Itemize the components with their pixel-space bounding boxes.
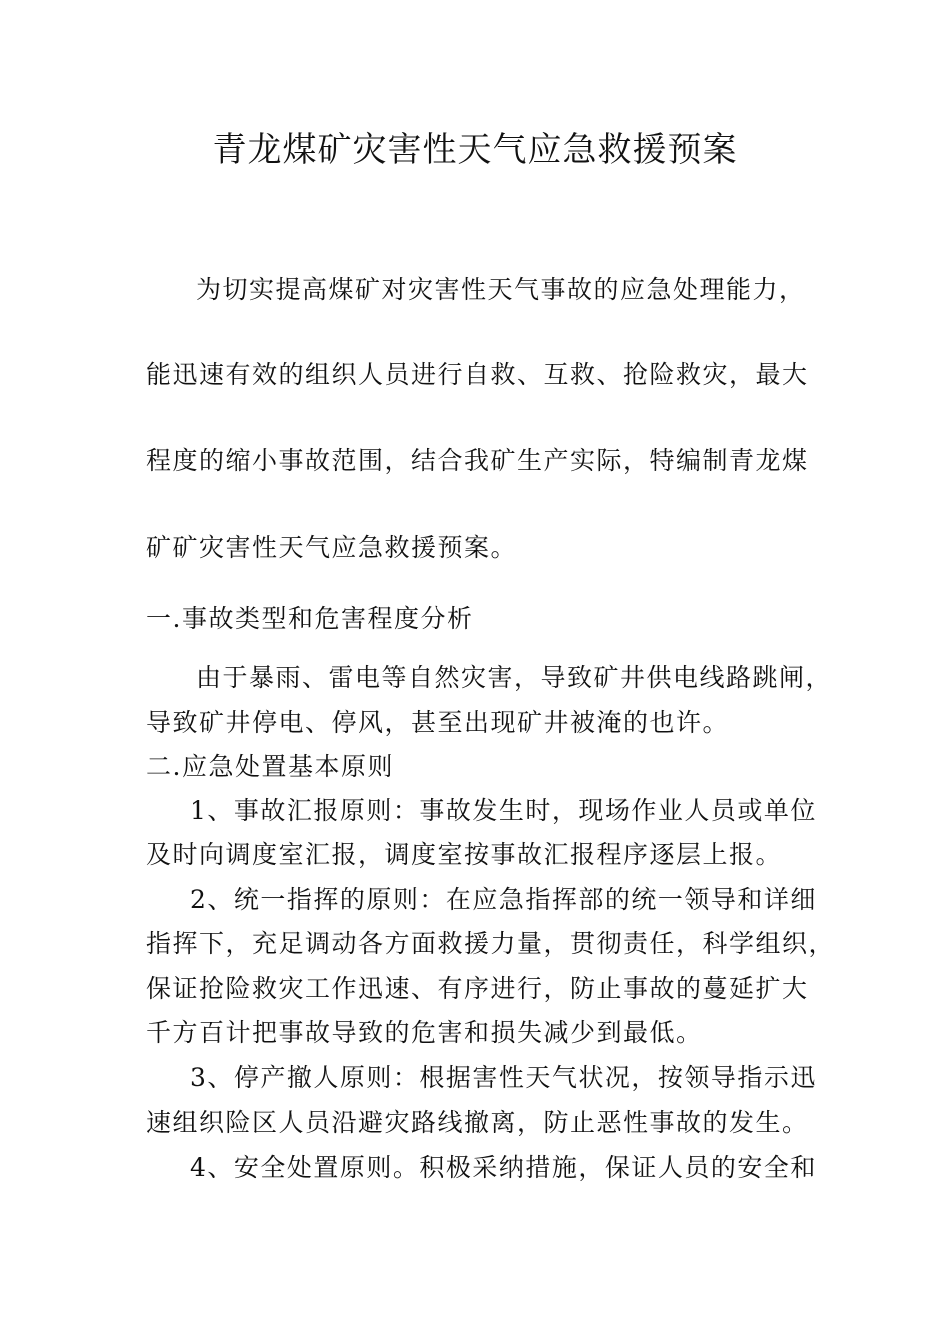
principle-3-line-2: 速组织险区人员沿避灾路线撤离，防止恶性事故的发生。 — [146, 1108, 809, 1137]
principle-1-line-2: 及时向调度室汇报，调度室按事故汇报程序逐层上报。 — [146, 840, 783, 869]
document-title: 青龙煤矿灾害性天气应急救援预案 — [212, 130, 738, 170]
principle-2-line-4: 千方百计把事故导致的危害和损失减少到最低。 — [146, 1018, 703, 1047]
section-heading-2: 二.应急处置基本原则 — [146, 752, 394, 781]
section-1-line-2: 导致矿井停电、停风，甚至出现矿井被淹的也许。 — [146, 708, 730, 737]
intro-line-4: 矿矿灾害性天气应急救援预案。 — [146, 533, 518, 562]
intro-line-3: 程度的缩小事故范围，结合我矿生产实际，特编制青龙煤 — [146, 446, 809, 475]
principle-2-line-3: 保证抢险救灾工作迅速、有序进行，防止事故的蔓延扩大 — [146, 974, 809, 1003]
principle-2-line-2: 指挥下，充足调动各方面救援力量，贯彻责任，科学组织， — [146, 929, 836, 958]
principle-1-line-1: 1、事故汇报原则：事故发生时，现场作业人员或单位 — [190, 796, 817, 825]
section-1-line-1: 由于暴雨、雷电等自然灾害，导致矿井供电线路跳闸， — [196, 663, 833, 692]
section-heading-1: 一.事故类型和危害程度分析 — [146, 604, 474, 633]
principle-2-line-1: 2、统一指挥的原则：在应急指挥部的统一领导和详细 — [190, 885, 817, 914]
principle-4-line-1: 4、安全处置原则。积极采纳措施，保证人员的安全和 — [190, 1153, 817, 1182]
intro-line-1: 为切实提高煤矿对灾害性天气事故的应急处理能力， — [196, 275, 806, 304]
intro-line-2: 能迅速有效的组织人员进行自救、互救、抢险救灾，最大 — [146, 360, 809, 389]
principle-3-line-1: 3、停产撤人原则：根据害性天气状况，按领导指示迅 — [190, 1063, 817, 1092]
